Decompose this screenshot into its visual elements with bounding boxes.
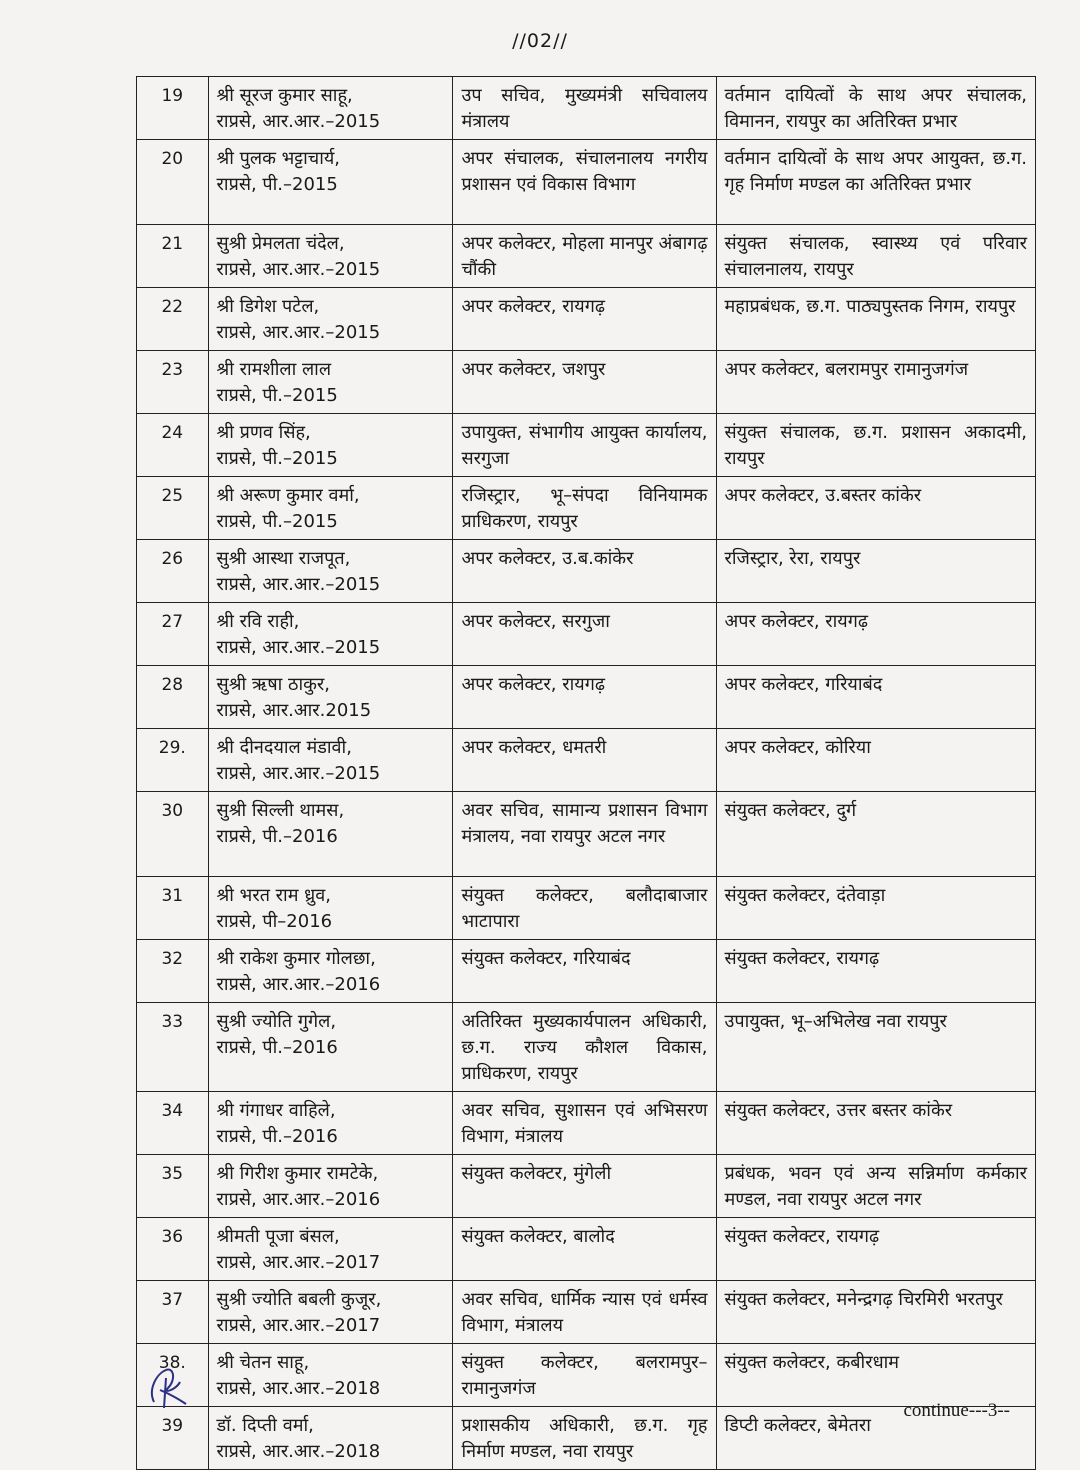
officer-service-batch: राप्रसे, पी.–2015: [216, 511, 338, 532]
new-posting-cell: अपर कलेक्टर, रायगढ़: [716, 603, 1036, 666]
officer-service-batch: राप्रसे, पी.–2016: [216, 826, 338, 847]
current-posting-cell: उपायुक्त, संभागीय आयुक्त कार्यालय, सरगुजा: [453, 414, 716, 477]
officer-name: सुश्री आस्था राजपूत,: [216, 548, 351, 569]
serial-number-cell: 25: [137, 477, 209, 540]
signature-mark: [146, 1360, 190, 1410]
officer-name: सुश्री ज्योति बबली कुजूर,: [216, 1289, 382, 1310]
current-posting-cell: अपर कलेक्टर, धमतरी: [453, 729, 716, 792]
current-posting-cell: संयुक्त कलेक्टर, गरियाबंद: [453, 940, 716, 1003]
officer-service-batch: राप्रसे, पी–2016: [216, 911, 333, 932]
table-row: [137, 603, 1036, 666]
new-posting-cell: संयुक्त कलेक्टर, रायगढ़: [716, 940, 1036, 1003]
officer-cell: [208, 1092, 453, 1155]
serial-number-cell: 22: [137, 288, 209, 351]
officer-cell: [208, 1218, 453, 1281]
transfer-table-body: [137, 77, 1036, 1470]
current-posting-cell: अपर कलेक्टर, रायगढ़: [453, 288, 716, 351]
officer-service-batch: राप्रसे, पी.–2015: [216, 174, 338, 195]
officer-cell: [208, 1281, 453, 1344]
officer-cell: [208, 1407, 453, 1470]
officer-name: श्री प्रणव सिंह,: [216, 422, 311, 443]
officer-cell: [208, 540, 453, 603]
new-posting-cell: संयुक्त संचालक, स्वास्थ्य एवं परिवार संचालनालय, रायपुर: [716, 225, 1036, 288]
officer-service-batch: राप्रसे, आर.आर.–2016: [216, 974, 381, 995]
current-posting-cell: संयुक्त कलेक्टर, मुंगेली: [453, 1155, 716, 1218]
table-row: [137, 351, 1036, 414]
serial-number-cell: 38.: [137, 1344, 209, 1407]
serial-number-cell: 39: [137, 1407, 209, 1470]
serial-number-cell: 23: [137, 351, 209, 414]
serial-number-cell: 24: [137, 414, 209, 477]
officer-name: श्री डिगेश पटेल,: [216, 296, 320, 317]
new-posting-cell: अपर कलेक्टर, उ.बस्तर कांकेर: [716, 477, 1036, 540]
officer-cell: [208, 1155, 453, 1218]
officer-name: श्री गंगाधर वाहिले,: [216, 1100, 336, 1121]
table-row: [137, 1344, 1036, 1407]
current-posting-cell: अतिरिक्त मुख्यकार्यपालन अधिकारी, छ.ग. राज्य कौशल विकास, प्राधिकरण, रायपुर: [453, 1003, 716, 1092]
table-row: [137, 540, 1036, 603]
new-posting-cell: महाप्रबंधक, छ.ग. पाठ्यपुस्तक निगम, रायपुर: [716, 288, 1036, 351]
table-row: [137, 477, 1036, 540]
new-posting-cell: अपर कलेक्टर, गरियाबंद: [716, 666, 1036, 729]
officer-cell: [208, 351, 453, 414]
current-posting-cell: अपर कलेक्टर, मोहला मानपुर अंबागढ़ चौंकी: [453, 225, 716, 288]
table-row: [137, 288, 1036, 351]
officer-name: श्री राकेश कुमार गोलछा,: [216, 948, 376, 969]
new-posting-cell: अपर कलेक्टर, कोरिया: [716, 729, 1036, 792]
current-posting-cell: अवर सचिव, सामान्य प्रशासन विभाग मंत्रालय, नवा रायपुर अटल नगर: [453, 792, 716, 877]
officer-name: श्रीमती पूजा बंसल,: [216, 1226, 340, 1247]
officer-name: श्री रामशीला लाल: [216, 359, 332, 380]
officer-service-batch: राप्रसे, आर.आर.–2015: [216, 637, 381, 658]
transfer-table-container: [136, 76, 1036, 1470]
officer-name: डॉ. दिप्ती वर्मा,: [216, 1415, 314, 1436]
table-row: [137, 1281, 1036, 1344]
officer-cell: [208, 140, 453, 225]
officer-cell: [208, 666, 453, 729]
serial-number-cell: 27: [137, 603, 209, 666]
current-posting-cell: अवर सचिव, सुशासन एवं अभिसरण विभाग, मंत्रालय: [453, 1092, 716, 1155]
table-row: [137, 792, 1036, 877]
current-posting-cell: प्रशासकीय अधिकारी, छ.ग. गृह निर्माण मण्डल, नवा रायपुर: [453, 1407, 716, 1470]
new-posting-cell: अपर कलेक्टर, बलरामपुर रामानुजगंज: [716, 351, 1036, 414]
new-posting-cell: संयुक्त कलेक्टर, उत्तर बस्तर कांकेर: [716, 1092, 1036, 1155]
current-posting-cell: संयुक्त कलेक्टर, बलौदाबाजार भाटापारा: [453, 877, 716, 940]
table-row: [137, 1092, 1036, 1155]
table-row: [137, 77, 1036, 140]
officer-cell: [208, 77, 453, 140]
officer-name: श्री पुलक भट्टाचार्य,: [216, 148, 341, 169]
table-row: [137, 140, 1036, 225]
table-row: [137, 1407, 1036, 1470]
officer-service-batch: राप्रसे, आर.आर.–2015: [216, 574, 381, 595]
table-row: [137, 225, 1036, 288]
officer-service-batch: राप्रसे, आर.आर.–2015: [216, 259, 381, 280]
new-posting-cell: संयुक्त कलेक्टर, दुर्ग: [716, 792, 1036, 877]
current-posting-cell: अपर कलेक्टर, जशपुर: [453, 351, 716, 414]
officer-cell: [208, 414, 453, 477]
table-row: [137, 729, 1036, 792]
new-posting-cell: संयुक्त संचालक, छ.ग. प्रशासन अकादमी, रायपुर: [716, 414, 1036, 477]
serial-number-cell: 21: [137, 225, 209, 288]
officer-name: सुश्री प्रेमलता चंदेल,: [216, 233, 345, 254]
serial-number-cell: 28: [137, 666, 209, 729]
serial-number-cell: 19: [137, 77, 209, 140]
new-posting-cell: संयुक्त कलेक्टर, कबीरधाम: [716, 1344, 1036, 1407]
officer-cell: [208, 1003, 453, 1092]
officer-service-batch: राप्रसे, पी.–2015: [216, 448, 338, 469]
table-row: [137, 1218, 1036, 1281]
officer-service-batch: राप्रसे, आर.आर.2015: [216, 700, 372, 721]
serial-number-cell: 36: [137, 1218, 209, 1281]
current-posting-cell: संयुक्त कलेक्टर, बलरामपुर–रामानुजगंज: [453, 1344, 716, 1407]
current-posting-cell: उप सचिव, मुख्यमंत्री सचिवालय मंत्रालय: [453, 77, 716, 140]
table-row: [137, 940, 1036, 1003]
table-row: [137, 666, 1036, 729]
current-posting-cell: अपर कलेक्टर, सरगुजा: [453, 603, 716, 666]
officer-name: सुश्री ज्योति गुगेल,: [216, 1011, 337, 1032]
officer-name: श्री रवि राही,: [216, 611, 300, 632]
current-posting-cell: अपर कलेक्टर, उ.ब.कांकेर: [453, 540, 716, 603]
new-posting-cell: प्रबंधक, भवन एवं अन्य सन्निर्माण कर्मकार मण्डल, नवा रायपुर अटल नगर: [716, 1155, 1036, 1218]
officer-cell: [208, 792, 453, 877]
officer-name: सुश्री सिल्ली थामस,: [216, 800, 345, 821]
new-posting-cell: रजिस्ट्रार, रेरा, रायपुर: [716, 540, 1036, 603]
table-row: [137, 877, 1036, 940]
officer-service-batch: राप्रसे, आर.आर.–2016: [216, 1189, 381, 1210]
officer-name: श्री अरूण कुमार वर्मा,: [216, 485, 360, 506]
officer-cell: [208, 1344, 453, 1407]
new-posting-cell: वर्तमान दायित्वों के साथ अपर आयुक्त, छ.ग. गृह निर्माण मण्डल का अतिरिक्त प्रभार: [716, 140, 1036, 225]
officer-cell: [208, 603, 453, 666]
serial-number-cell: 35: [137, 1155, 209, 1218]
officer-service-batch: राप्रसे, आर.आर.–2015: [216, 763, 381, 784]
new-posting-cell: संयुक्त कलेक्टर, रायगढ़: [716, 1218, 1036, 1281]
officer-service-batch: राप्रसे, आर.आर.–2018: [216, 1378, 381, 1399]
page-number: //02//: [512, 30, 568, 52]
new-posting-cell: उपायुक्त, भू–अभिलेख नवा रायपुर: [716, 1003, 1036, 1092]
officer-service-batch: राप्रसे, आर.आर.–2017: [216, 1252, 381, 1273]
officer-cell: [208, 877, 453, 940]
continue-note: continue---3--: [903, 1400, 1010, 1421]
serial-number-cell: 34: [137, 1092, 209, 1155]
officer-service-batch: राप्रसे, पी.–2016: [216, 1037, 338, 1058]
new-posting-cell: डिप्टी कलेक्टर, बेमेतरा: [716, 1407, 1036, 1470]
officer-name: श्री सूरज कुमार साहू,: [216, 85, 353, 106]
serial-number-cell: 20: [137, 140, 209, 225]
current-posting-cell: अपर संचालक, संचालनालय नगरीय प्रशासन एवं विकास विभाग: [453, 140, 716, 225]
officer-name: श्री गिरीश कुमार रामटेके,: [216, 1163, 379, 1184]
officer-name: श्री चेतन साहू,: [216, 1352, 310, 1373]
officer-service-batch: राप्रसे, आर.आर.–2015: [216, 322, 381, 343]
officer-name: श्री दीनदयाल मंडावी,: [216, 737, 352, 758]
table-row: [137, 414, 1036, 477]
serial-number-cell: 29.: [137, 729, 209, 792]
table-row: [137, 1155, 1036, 1218]
officer-cell: [208, 288, 453, 351]
current-posting-cell: अवर सचिव, धार्मिक न्यास एवं धर्मस्व विभाग, मंत्रालय: [453, 1281, 716, 1344]
officer-name: श्री भरत राम ध्रुव,: [216, 885, 331, 906]
serial-number-cell: 33: [137, 1003, 209, 1092]
officer-service-batch: राप्रसे, आर.आर.–2017: [216, 1315, 381, 1336]
serial-number-cell: 30: [137, 792, 209, 877]
serial-number-cell: 26: [137, 540, 209, 603]
officer-cell: [208, 225, 453, 288]
current-posting-cell: अपर कलेक्टर, रायगढ़: [453, 666, 716, 729]
officer-service-batch: राप्रसे, आर.आर.–2015: [216, 111, 381, 132]
serial-number-cell: 37: [137, 1281, 209, 1344]
serial-number-cell: 31: [137, 877, 209, 940]
table-row: [137, 1003, 1036, 1092]
officer-cell: [208, 477, 453, 540]
officer-service-batch: राप्रसे, आर.आर.–2018: [216, 1441, 381, 1462]
transfer-table: [136, 76, 1036, 1470]
serial-number-cell: 32: [137, 940, 209, 1003]
officer-service-batch: राप्रसे, पी.–2015: [216, 385, 338, 406]
officer-cell: [208, 729, 453, 792]
officer-service-batch: राप्रसे, पी.–2016: [216, 1126, 338, 1147]
current-posting-cell: संयुक्त कलेक्टर, बालोद: [453, 1218, 716, 1281]
new-posting-cell: संयुक्त कलेक्टर, दंतेवाड़ा: [716, 877, 1036, 940]
new-posting-cell: वर्तमान दायित्वों के साथ अपर संचालक, विमानन, रायपुर का अतिरिक्त प्रभार: [716, 77, 1036, 140]
officer-name: सुश्री ऋषा ठाकुर,: [216, 674, 331, 695]
new-posting-cell: संयुक्त कलेक्टर, मनेन्द्रगढ़ चिरमिरी भरतपुर: [716, 1281, 1036, 1344]
officer-cell: [208, 940, 453, 1003]
current-posting-cell: रजिस्ट्रार, भू–संपदा विनियामक प्राधिकरण, रायपुर: [453, 477, 716, 540]
